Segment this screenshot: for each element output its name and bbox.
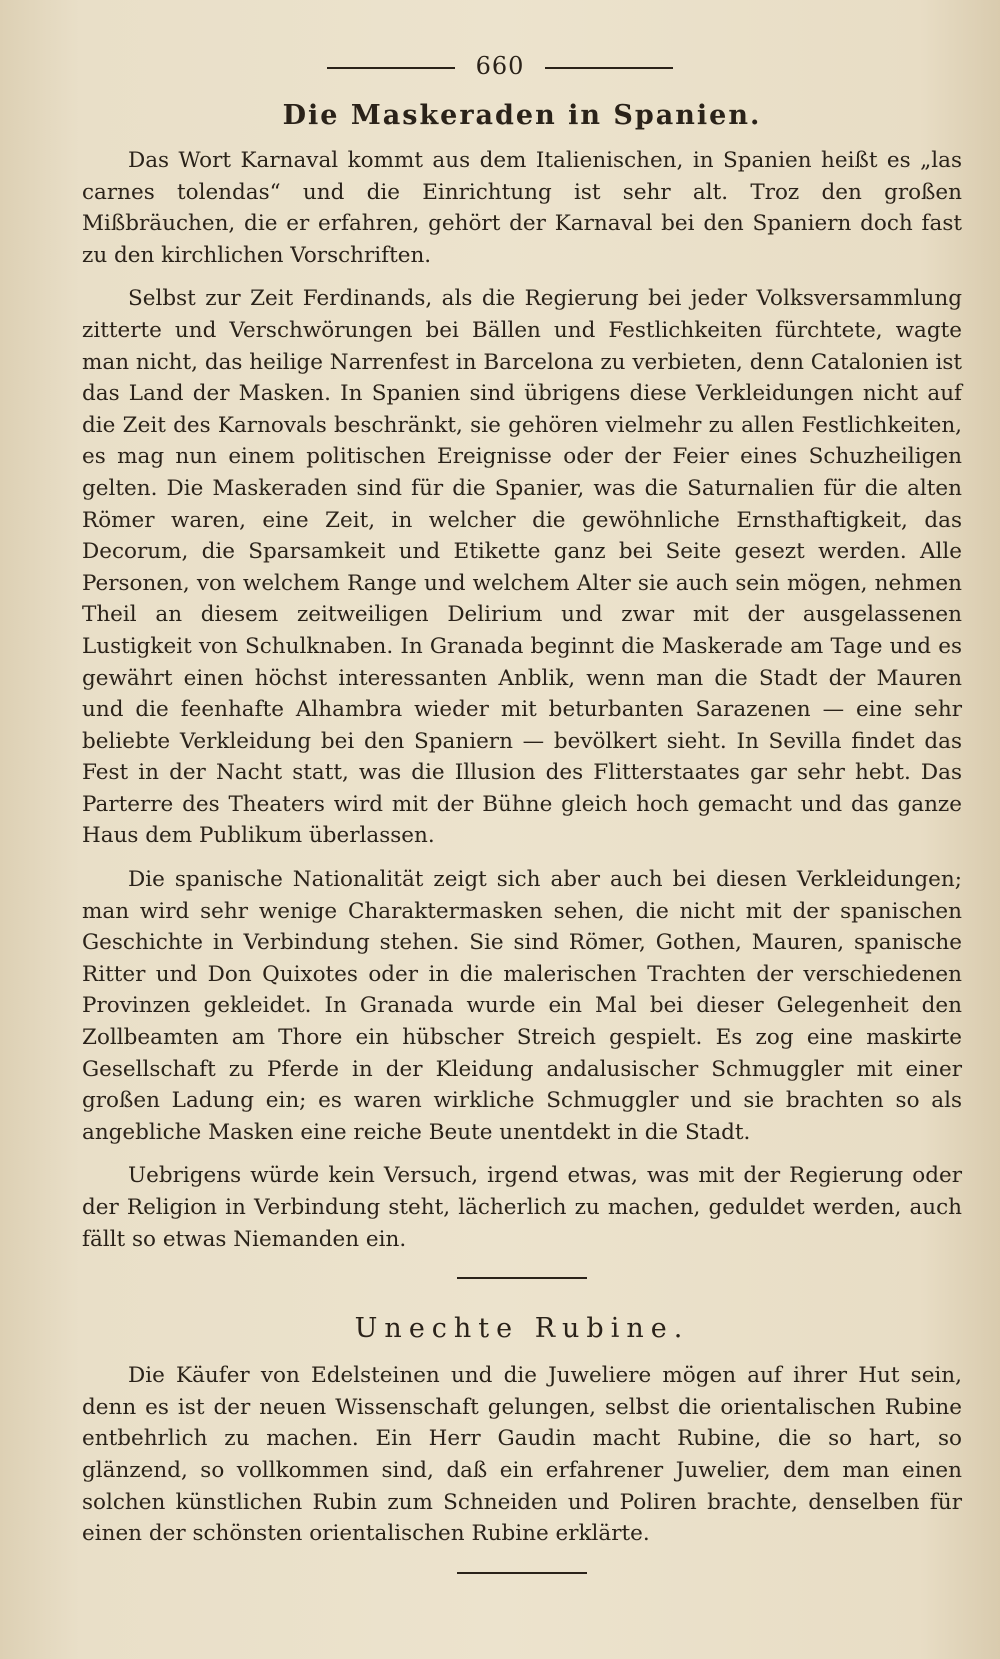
- article-title-rubine: Unechte Rubine.: [354, 1313, 690, 1345]
- page-content: [82, 92, 962, 1574]
- header-rule-left: [327, 67, 455, 69]
- page-number: 660: [475, 52, 525, 80]
- header-rule-right: [545, 67, 673, 69]
- end-divider: [457, 1572, 587, 1574]
- page-header: [0, 52, 1000, 80]
- article-paragraph: Die Käufer von Edelsteinen und die Juweliere mögen auf ihrer Hut sein, denn es ist der neuen Wissenschaft gelungen, selbst die orientalischen Rubine entbehrlich zu machen. Ein Herr Gaudin macht Rubine, die so hart, so glänzend, so vollkommen sind, daß ein erfahrener Juwelier, dem man einen solchen künstlichen Rubin zum Schneiden und Poliren brachte, denselben für einen der schönsten orientalischen Rubine erklärte.: [82, 1363, 962, 1547]
- article-paragraph: Das Wort Karnaval kommt aus dem Italienischen, in Spanien heißt es „las carnes tolendas“ und die Einrichtung ist sehr alt. Troz den großen Mißbräuchen, die er erfahren, gehört der Karnaval bei den Spaniern doch fast zu den kirchlichen Vorschriften.: [82, 148, 962, 268]
- article-paragraph: Selbst zur Zeit Ferdinands, als die Regierung bei jeder Volksversammlung zitterte und Verschwörungen bei Bällen und Festlichkeiten fürchtete, wagte man nicht, das heilige Narrenfest in Barcelona zu verbieten, denn Catalonien ist das Land der Masken. In Spanien sind übrigens diese Verkleidungen nicht auf die Zeit des Karnovals beschränkt, sie gehören vielmehr zu allen Festlichkeiten, es mag nun einem politischen Ereignisse oder der Feier eines Schuzheiligen gelten. Die Maskeraden sind für die Spanier, was die Saturnalien für die alten Römer waren, eine Zeit, in welcher die gewöhnliche Ernsthaftigkeit, das Decorum, die Sparsamkeit und Etikette ganz bei Seite gesezt werden. Alle Personen, von welchem Range und welchem Alter sie auch sein mögen, nehmen Theil an diesem zeitweiligen Delirium und zwar mit der ausgelassenen Lustigkeit von Schulknaben. In Granada beginnt die Maskerade am Tage und es gewährt einen höchst interessanten Anblik, wenn man die Stadt der Mauren und die feenhafte Alhambra wieder mit beturbanten Sarazenen — eine sehr beliebte Verkleidung bei den Spaniern — bevölkert sieht. In Sevilla findet das Fest in der Nacht statt, was die Illusion des Flitterstaates gar sehr hebt. Das Parterre des Theaters wird mit der Bühne gleich hoch gemacht und das ganze Haus dem Publikum überlassen.: [82, 286, 962, 849]
- article-title-maskeraden: Die Maskeraden in Spanien.: [282, 100, 762, 131]
- article-paragraph: Die spanische Nationalität zeigt sich aber auch bei diesen Verkleidungen; man wird sehr wenige Charaktermasken sehen, die nicht mit der spanischen Geschichte in Verbindung stehen. Sie sind Römer, Gothen, Mauren, spanische Ritter und Don Quixotes oder in die malerischen Trachten der verschiedenen Provinzen gekleidet. In Granada wurde ein Mal bei dieser Gelegenheit den Zollbeamten am Thore ein hübscher Streich gespielt. Es zog eine maskirte Gesellschaft zu Pferde in der Kleidung andalusischer Schmuggler mit einer großen Ladung ein; es waren wirkliche Schmuggler und sie brachten so als angebliche Masken eine reiche Beute unentdekt in die Stadt.: [82, 867, 962, 1145]
- article-paragraph: Uebrigens würde kein Versuch, irgend etwas, was mit der Regierung oder der Religion in Verbindung steht, lächerlich zu machen, geduldet werden, auch fällt so etwas Niemanden ein.: [82, 1163, 962, 1252]
- section-divider: [457, 1277, 587, 1279]
